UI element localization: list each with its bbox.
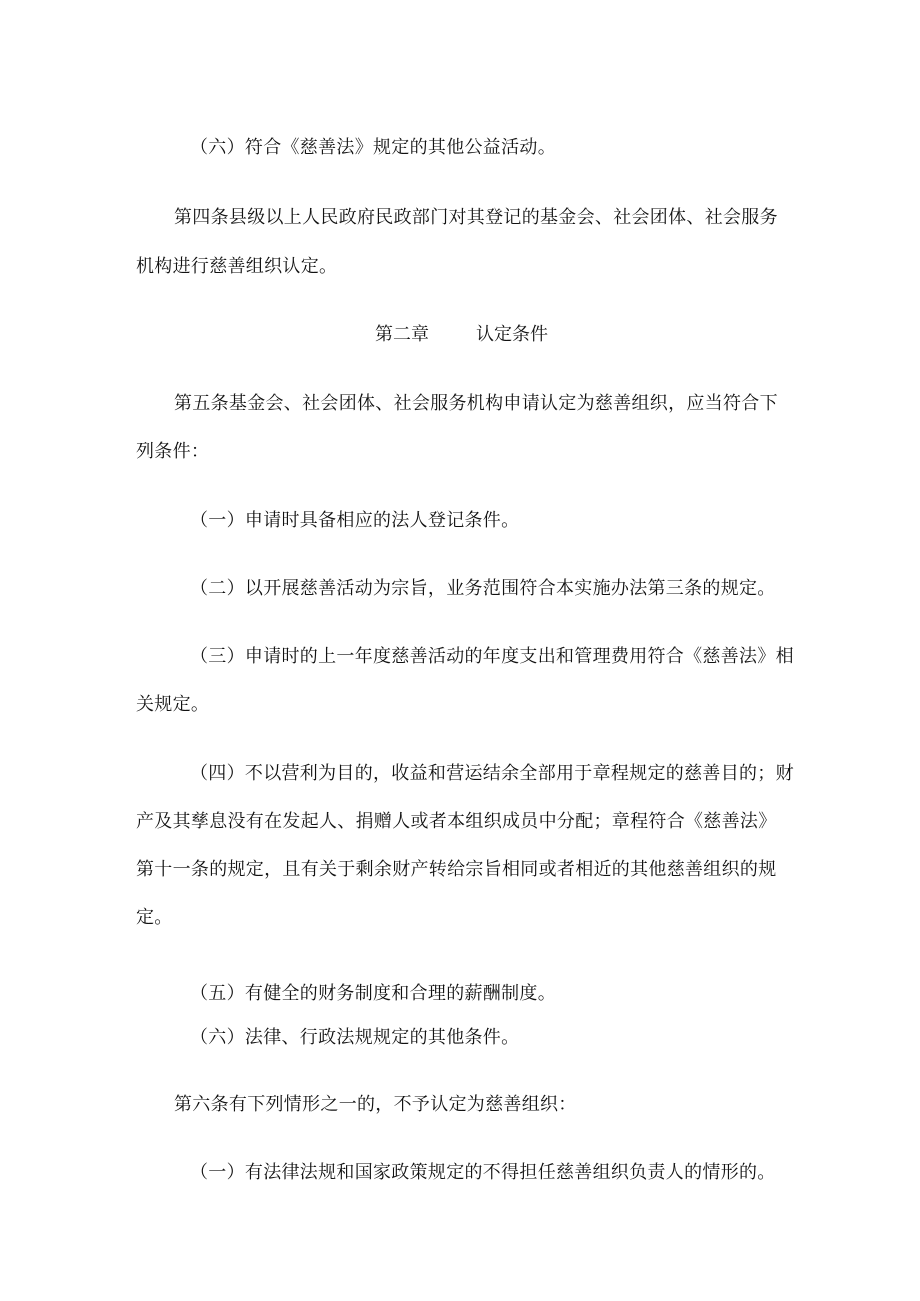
condition-4-line-3: 第十一条的规定，且有关于剩余财产转给宗旨相同或者相近的其他慈善组织的规: [136, 859, 777, 880]
article-6: 第六条有下列情形之一的，不予认定为慈善组织：: [174, 1094, 577, 1115]
condition-4-line-2: 产及其孳息没有在发起人、捐赠人或者本组织成员中分配；章程符合《慈善法》: [136, 811, 777, 832]
article-4-line-2: 机构进行慈善组织认定。: [136, 256, 338, 277]
condition-3-line-1: （三）申请时的上一年度慈善活动的年度支出和管理费用符合《慈善法》相: [190, 646, 794, 667]
chapter-title: 认定条件: [476, 324, 548, 345]
condition-5: （五）有健全的财务制度和合理的薪酬制度。: [190, 983, 556, 1004]
condition-2: （二）以开展慈善活动为宗旨，业务范围符合本实施办法第三条的规定。: [190, 578, 776, 599]
condition-1: （一）申请时具备相应的法人登记条件。: [190, 510, 520, 531]
article-5-line-2: 列条件：: [136, 441, 210, 462]
article-5-line-1: 第五条基金会、社会团体、社会服务机构申请认定为慈善组织，应当符合下: [174, 393, 778, 414]
article-6-item-1: （一）有法律法规和国家政策规定的不得担任慈善组织负责人的情形的。: [190, 1162, 776, 1183]
article-4-line-1: 第四条县级以上人民政府民政部门对其登记的基金会、社会团体、社会服务: [174, 207, 778, 228]
condition-3-line-2: 关规定。: [136, 694, 210, 715]
list-item-public-welfare-activities: （六）符合《慈善法》规定的其他公益活动。: [190, 137, 556, 158]
condition-6: （六）法律、行政法规规定的其他条件。: [190, 1027, 520, 1048]
condition-4-line-4: 定。: [136, 907, 173, 928]
condition-4-line-1: （四）不以营利为目的，收益和营运结余全部用于章程规定的慈善目的；财: [190, 763, 794, 784]
chapter-number: 第二章: [375, 324, 429, 345]
